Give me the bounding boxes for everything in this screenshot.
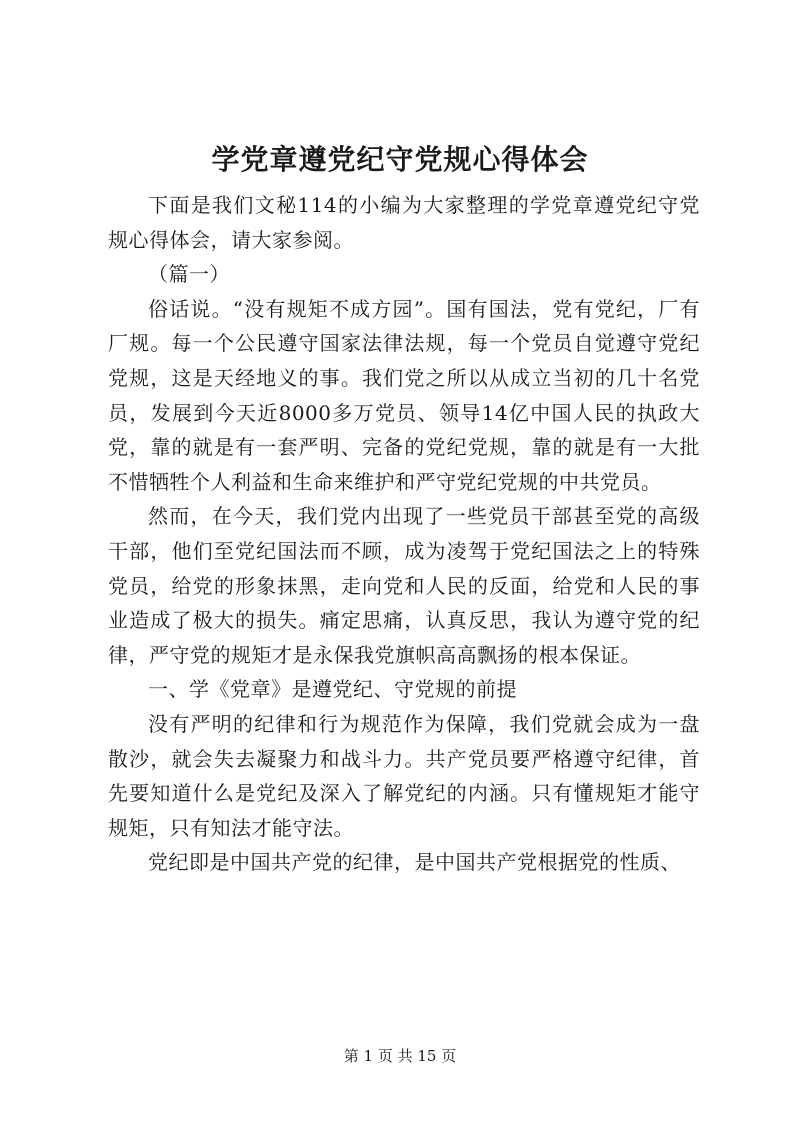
page-footer: 第 1 页 共 15 页 [343, 1047, 457, 1065]
paragraph-intro: 下面是我们文秘114的小编为大家整理的学党章遵党纪守党规心得体会，请大家参阅。 [108, 193, 700, 252]
document-title: 学党章遵党纪守党规心得体会 [211, 143, 589, 176]
paragraph-discipline: 没有严明的纪律和行为规范作为保障，我们党就会成为一盘散沙，就会失去凝聚力和战斗力。共产党员要严格遵守纪律，首先要知道什么是党纪及深入了解党纪的内涵。只有懂规矩才能守规矩，只有知法才能守法。 [108, 711, 700, 840]
paragraph-reflection: 然而，在今天，我们党内出现了一些党员干部甚至党的高级干部，他们至党纪国法而不顾，成为凌驾于党纪国法之上的特殊党员，给党的形象抹黑，走向党和人民的反面，给党和人民的事业造成了极大的损失。痛定思痛，认真反思，我认为遵守党的纪律，严守党的规矩才是永保我党旗帜高高飘扬的根本保证。 [108, 504, 700, 667]
document-body [108, 188, 700, 880]
paragraph-definition: 党纪即是中国共产党的纪律，是中国共产党根据党的性质、 [148, 850, 681, 875]
paragraph-heading-one: 一、学《党章》是遵党纪、守党规的前提 [148, 677, 517, 702]
paragraph-section-label: （篇一） [148, 262, 230, 287]
paragraph-proverb: 俗话说。“没有规矩不成方园”。国有国法，党有党纪，厂有厂规。每一个公民遵守国家法律法规，每一个党员自觉遵守党纪党规，这是天经地义的事。我们党之所以从成立当初的几十名党员，发展到今天近8000多万党员、领导14亿中国人民的执政大党，靠的就是有一套严明、完备的党纪党规，靠的就是有一大批不惜牺牲个人利益和生命来维护和严守党纪党规的中共党员。 [108, 296, 700, 494]
